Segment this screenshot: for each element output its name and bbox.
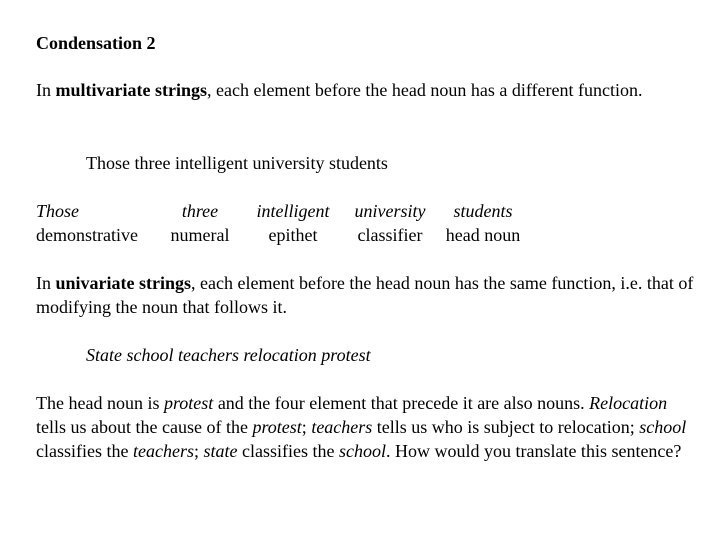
univariate-intro: In (36, 273, 56, 293)
table-word: students (453, 201, 513, 221)
explanation-term: state (203, 441, 238, 461)
explanation-term: school (639, 417, 687, 437)
explanation-text: and the four element that precede it are also nouns. (213, 393, 590, 413)
page-title: Condensation 2 (36, 33, 156, 53)
table-word: three (181, 201, 219, 221)
table-column (36, 199, 138, 247)
example-sentence-2: State school teachers relocation protest (86, 345, 371, 365)
multivariate-term: multivariate strings (55, 80, 207, 100)
table-word: Those (36, 201, 80, 221)
explanation-term: teachers (132, 441, 194, 461)
table-role: epithet (268, 225, 318, 245)
multivariate-rest: , each element before the head noun has a different function. (206, 80, 643, 100)
table-word: intelligent (256, 201, 330, 221)
explanation-paragraph (36, 391, 696, 463)
explanation-text: tells us about the cause of the (36, 417, 253, 437)
explanation-term: school (338, 441, 386, 461)
univariate-rest: , each element before the head noun has the same function, i.e. that of modifying the noun that follows it. (36, 273, 694, 317)
table-role: demonstrative (36, 225, 138, 245)
explanation-term: teachers (311, 417, 373, 437)
table-column (348, 199, 432, 247)
table-word: university (354, 201, 426, 221)
explanation-term: protest (252, 417, 302, 437)
table-role: head noun (445, 225, 521, 245)
table-column (438, 199, 528, 247)
multivariate-paragraph (36, 78, 696, 102)
explanation-text: The head noun is (36, 393, 164, 413)
table-role: classifier (357, 225, 423, 245)
explanation-text: classifies the (36, 441, 133, 461)
table-column (164, 199, 236, 247)
explanation-text: classifies the (237, 441, 339, 461)
example-sentence-1: Those three intelligent university students (86, 153, 388, 173)
explanation-term: protest (163, 393, 214, 413)
explanation-text: tells us who is subject to relocation; (372, 417, 640, 437)
explanation-text: ; (301, 417, 312, 437)
explanation-term: Relocation (589, 393, 668, 413)
explanation-text: . How would you translate this sentence? (385, 441, 682, 461)
univariate-term: univariate strings (55, 273, 192, 293)
table-role: numeral (170, 225, 230, 245)
table-column (250, 199, 336, 247)
explanation-text: ; (193, 441, 204, 461)
multivariate-intro: In (36, 80, 56, 100)
univariate-paragraph (36, 271, 696, 319)
